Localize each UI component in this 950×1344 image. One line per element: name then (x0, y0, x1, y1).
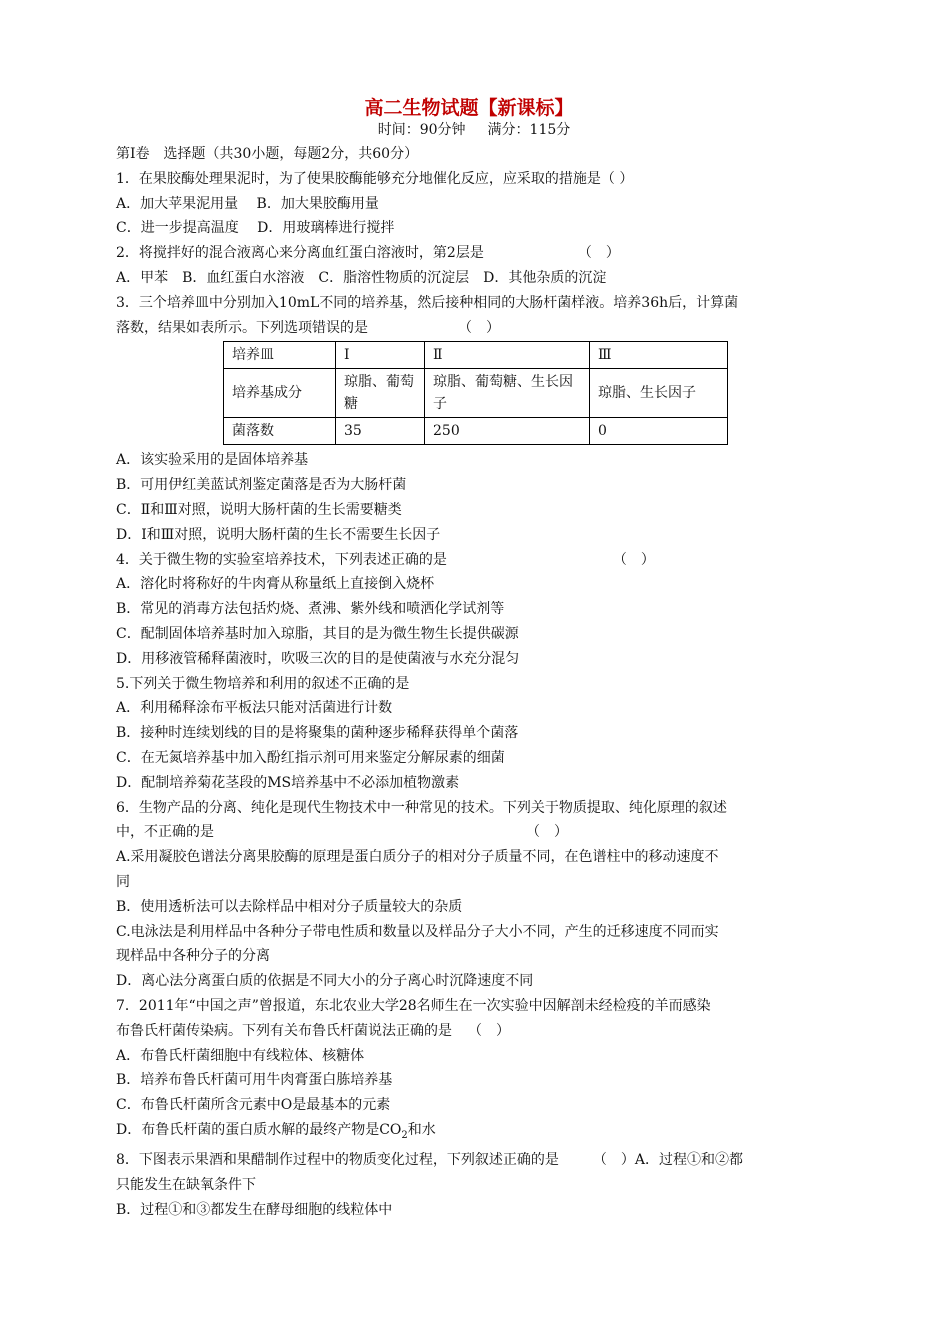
q7-stem-line2 (116, 1019, 832, 1044)
q8-option-a-part1: A．过程①和②都 (634, 1152, 744, 1169)
exam-title: 高二生物试题【新课标】 (364, 97, 574, 119)
table-cell: 琼脂、葡萄糖、生长因子 (425, 369, 590, 418)
q7-option-d-tail: 和水 (407, 1121, 436, 1138)
table-cell: 0 (590, 418, 728, 445)
q6-option-c-line1: C.电泳法是利用样品中各种分子带电性质和数量以及样品分子大小不同，产生的迁移速度不同而实 (116, 923, 719, 940)
q2-stem-text: 2．将搅拌好的混合液离心来分离血红蛋白溶液时，第2层是 (116, 245, 484, 262)
table-cell: 菌落数 (224, 418, 336, 445)
q7-stem-line1: 7．2011年“中国之声”曾报道，东北农业大学28名师生在一次实验中因解剖未经检疫的羊而感染 (116, 997, 711, 1014)
q1-stem: 1．在果胶酶处理果泥时，为了使果胶酶能够充分地催化反应，应采取的措施是（ ） (116, 170, 634, 187)
exam-meta (116, 120, 832, 140)
q6-option-d: D．离心法分离蛋白质的依据是不同大小的分子离心时沉降速度不同 (116, 973, 534, 990)
table-cell: 培养皿 (224, 342, 336, 369)
q5-option-a: A．利用稀释涂布平板法只能对活菌进行计数 (116, 700, 393, 717)
q4-option-b: B．常见的消毒方法包括灼烧、煮沸、紫外线和喷洒化学试剂等 (116, 601, 505, 618)
q5-option-c: C．在无氮培养基中加入酚红指示剂可用来鉴定分解尿素的细菌 (116, 749, 505, 766)
q7-option-b: B．培养布鲁氏杆菌可用牛肉膏蛋白胨培养基 (116, 1072, 393, 1089)
q7-answer-bracket: （ ） (468, 1022, 510, 1039)
q5-stem: 5.下列关于微生物培养和利用的叙述不正确的是 (116, 675, 410, 692)
q4-answer-bracket: （ ） (612, 551, 655, 568)
q6-stem-line1: 6．生物产品的分离、纯化是现代生物技术中一种常见的技术。下列关于物质提取、纯化原理的叙述 (116, 799, 727, 816)
section-heading: 第Ⅰ卷 选择题（共30小题，每题2分，共60分） (116, 146, 419, 162)
q7-option-c: C．布鲁氏杆菌所含元素中O是最基本的元素 (116, 1097, 391, 1114)
q7-option-a: A．布鲁氏杆菌细胞中有线粒体、核糖体 (116, 1047, 365, 1064)
q4-option-a: A．溶化时将称好的牛肉膏从称量纸上直接倒入烧杯 (116, 576, 435, 593)
q3-option-a: A．该实验采用的是固体培养基 (116, 452, 309, 469)
table-row (224, 418, 728, 445)
q3-stem-line1: 3．三个培养皿中分别加入10mL不同的培养基，然后接种相同的大肠杆菌样液。培养36h后，计算菌 (116, 294, 739, 311)
q8-option-b: B．过程①和③都发生在酵母细胞的线粒体中 (116, 1202, 393, 1219)
exam-score: 满分：115分 (487, 122, 571, 138)
table-cell: Ⅰ (336, 342, 425, 369)
q8-answer-bracket: （ ） (592, 1152, 635, 1169)
q3-answer-bracket: （ ） (458, 319, 500, 336)
q6-stem-text: 中，不正确的是 (116, 824, 214, 841)
q2-stem (116, 241, 832, 266)
table-row (224, 342, 728, 369)
q6-option-b: B．使用透析法可以去除样品中相对分子质量较大的杂质 (116, 898, 463, 915)
q1-options-ab: A．加大苹果泥用量 B．加大果胶酶用量 (116, 195, 379, 212)
q7-option-d-text: D．布鲁氏杆菌的蛋白质水解的最终产物是CO (116, 1121, 402, 1138)
exam-time: 时间：90分钟 (377, 122, 466, 138)
q3-option-d: D．Ⅰ和Ⅲ对照，说明大肠杆菌的生长不需要生长因子 (116, 526, 441, 543)
q7-option-d-subscript: 2 (401, 1129, 408, 1141)
q3-option-c: C．Ⅱ和Ⅲ对照，说明大肠杆菌的生长需要糖类 (116, 501, 402, 518)
table-cell: 35 (336, 418, 425, 445)
q2-answer-bracket: （ ） (577, 245, 620, 262)
q6-option-a-line2: 同 (116, 873, 130, 890)
table-cell: 250 (425, 418, 590, 445)
q5-option-d: D．配制培养菊花茎段的MS培养基中不必添加植物激素 (116, 774, 460, 791)
q2-options: A．甲苯 B．血红蛋白水溶液 C．脂溶性物质的沉淀层 D．其他杂质的沉淀 (116, 269, 607, 286)
q8-stem-line1 (116, 1148, 832, 1173)
q4-stem (116, 548, 832, 573)
table-cell: Ⅲ (590, 342, 728, 369)
table-row (224, 369, 728, 418)
table-cell: 培养基成分 (224, 369, 336, 418)
q4-stem-text: 4．关于微生物的实验室培养技术，下列表述正确的是 (116, 551, 447, 568)
q6-option-a-line1: A.采用凝胶色谱法分离果胶酶的原理是蛋白质分子的相对分子质量不同，在色谱柱中的移动速度不 (116, 849, 719, 866)
q4-option-c: C．配制固体培养基时加入琼脂，其目的是为微生物生长提供碳源 (116, 625, 519, 642)
q6-answer-bracket: （ ） (526, 824, 568, 841)
q3-stem-text: 落数，结果如表所示。下列选项错误的是 (116, 319, 368, 336)
q3-stem-line2 (116, 316, 832, 341)
table-cell: 琼脂、生长因子 (590, 369, 728, 418)
q8-option-a-part2: 只能发生在缺氧条件下 (116, 1177, 256, 1194)
q3-table (223, 341, 728, 445)
q6-stem-line2 (116, 820, 832, 845)
q1-options-cd: C．进一步提高温度 D．用玻璃棒进行搅拌 (116, 220, 395, 237)
exam-page (116, 96, 832, 1223)
table-cell: Ⅱ (425, 342, 590, 369)
q7-stem-text: 布鲁氏杆菌传染病。下列有关布鲁氏杆菌说法正确的是 (116, 1022, 452, 1039)
q3-option-b: B．可用伊红美蓝试剂鉴定菌落是否为大肠杆菌 (116, 477, 407, 494)
q5-option-b: B．接种时连续划线的目的是将聚集的菌种逐步稀释获得单个菌落 (116, 725, 519, 742)
q7-option-d (116, 1118, 832, 1149)
q8-stem-text: 8．下图表示果酒和果醋制作过程中的物质变化过程，下列叙述正确的是 (116, 1152, 559, 1169)
q4-option-d: D．用移液管稀释菌液时，吹吸三次的目的是使菌液与水充分混匀 (116, 650, 520, 667)
q6-option-c-line2: 现样品中各种分子的分离 (116, 948, 270, 965)
table-cell: 琼脂、葡萄糖 (336, 369, 425, 418)
